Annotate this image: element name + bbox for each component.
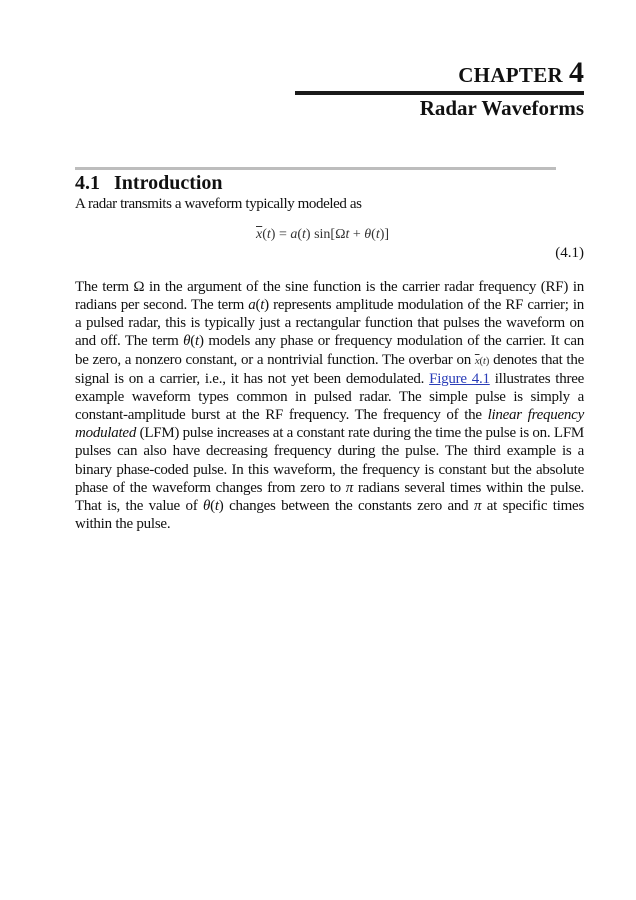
body-paragraph: The term Ω in the argument of the sine function is the carrier radar frequency (RF) in radians per second. The term a(t) represents amplitude modulation of the RF carrier; in a pulsed radar, this is typically just a rectangular function that pulses the waveform on and off. The term θ(t) models any phase or frequency modulation of the carrier. It can be zero, a nonzero constant, or a nontrivial function. The overbar on $\overline{x}(t)$ denotes that the signal is on a carrier, i.e., it has not yet been demodulated. Figure 4.1 illustrates three example waveform types common in pulsed radar. The simple pulse is simply a constant-amplitude burst at the RF frequency. The frequency of the linear frequency modulated (LFM) pulse increases at a constant rate during the time the pulse is on. LFM pulses can also have decreasing frequency during the pulse. The third example is a binary phase-coded pulse. In this waveform, the frequency is constant but the absolute phase of the waveform changes from zero to π radians several times within the pulse. That is, the value of θ(t) changes between the constants zero and π at specific times within the pulse. [75,279,585,533]
section-title: Introduction [114,172,223,194]
text-segment: denotes that the signal is on a carrier, i.e., it has not yet been demodulated. [75,351,585,387]
text-segment: represents amplitude modulation of the RF carrier; in a pulsed radar, this is typically just a rectangular function that pulses the waveform on and off. The term [75,297,585,350]
text-segment: models any phase or frequency modulation of the carrier. It can be zero, a nonzero constant, or a nontrivial function. The overbar on [75,333,585,368]
equation-number: (4.1) [555,245,584,261]
text-segment: (LFM) pulse increases at a constant rate during the time the pulse is on. LFM pulses can also have decreasing frequency during the pulse. The third example is a binary phase-coded pulse. In this waveform, the frequency is constant but the absolute phase of the waveform changes from zero to [75,425,585,496]
equation: $\overline{x}(t) = a(t) \sin[\Omega t + \theta(t)]$ [256,227,390,242]
chapter-heading [458,56,584,90]
chapter-label: CHAPTER [458,63,563,87]
section-heading [75,172,223,195]
text-segment: changes between the constants zero and [229,497,469,514]
chapter-number: 4 [569,56,584,89]
chapter-rule [295,91,584,95]
section-rule [75,167,556,170]
chapter-title: Radar Waveforms [419,96,584,120]
text-segment: radians several times within the pulse. That is, the value of [75,479,585,514]
section-number: 4.1 [75,172,100,194]
italic-term: linear frequency modulated [75,407,584,442]
figure-link[interactable]: Figure 4.1 [429,370,490,387]
inline-symbol: $\overline{x}(t)$ [474,354,490,367]
text-segment: The term Ω in the argument of the sine function is the carrier radar frequency (RF) in radians per second. The term [75,279,584,314]
text-segment: at specific times within the pulse. [75,497,585,533]
text-segment: illustrates three example waveform types common in pulsed radar. The simple pulse is simply a constant-amplitude burst at the RF frequency. The frequency of the [75,370,585,424]
intro-text: A radar transmits a waveform typically modeled as [75,196,362,212]
